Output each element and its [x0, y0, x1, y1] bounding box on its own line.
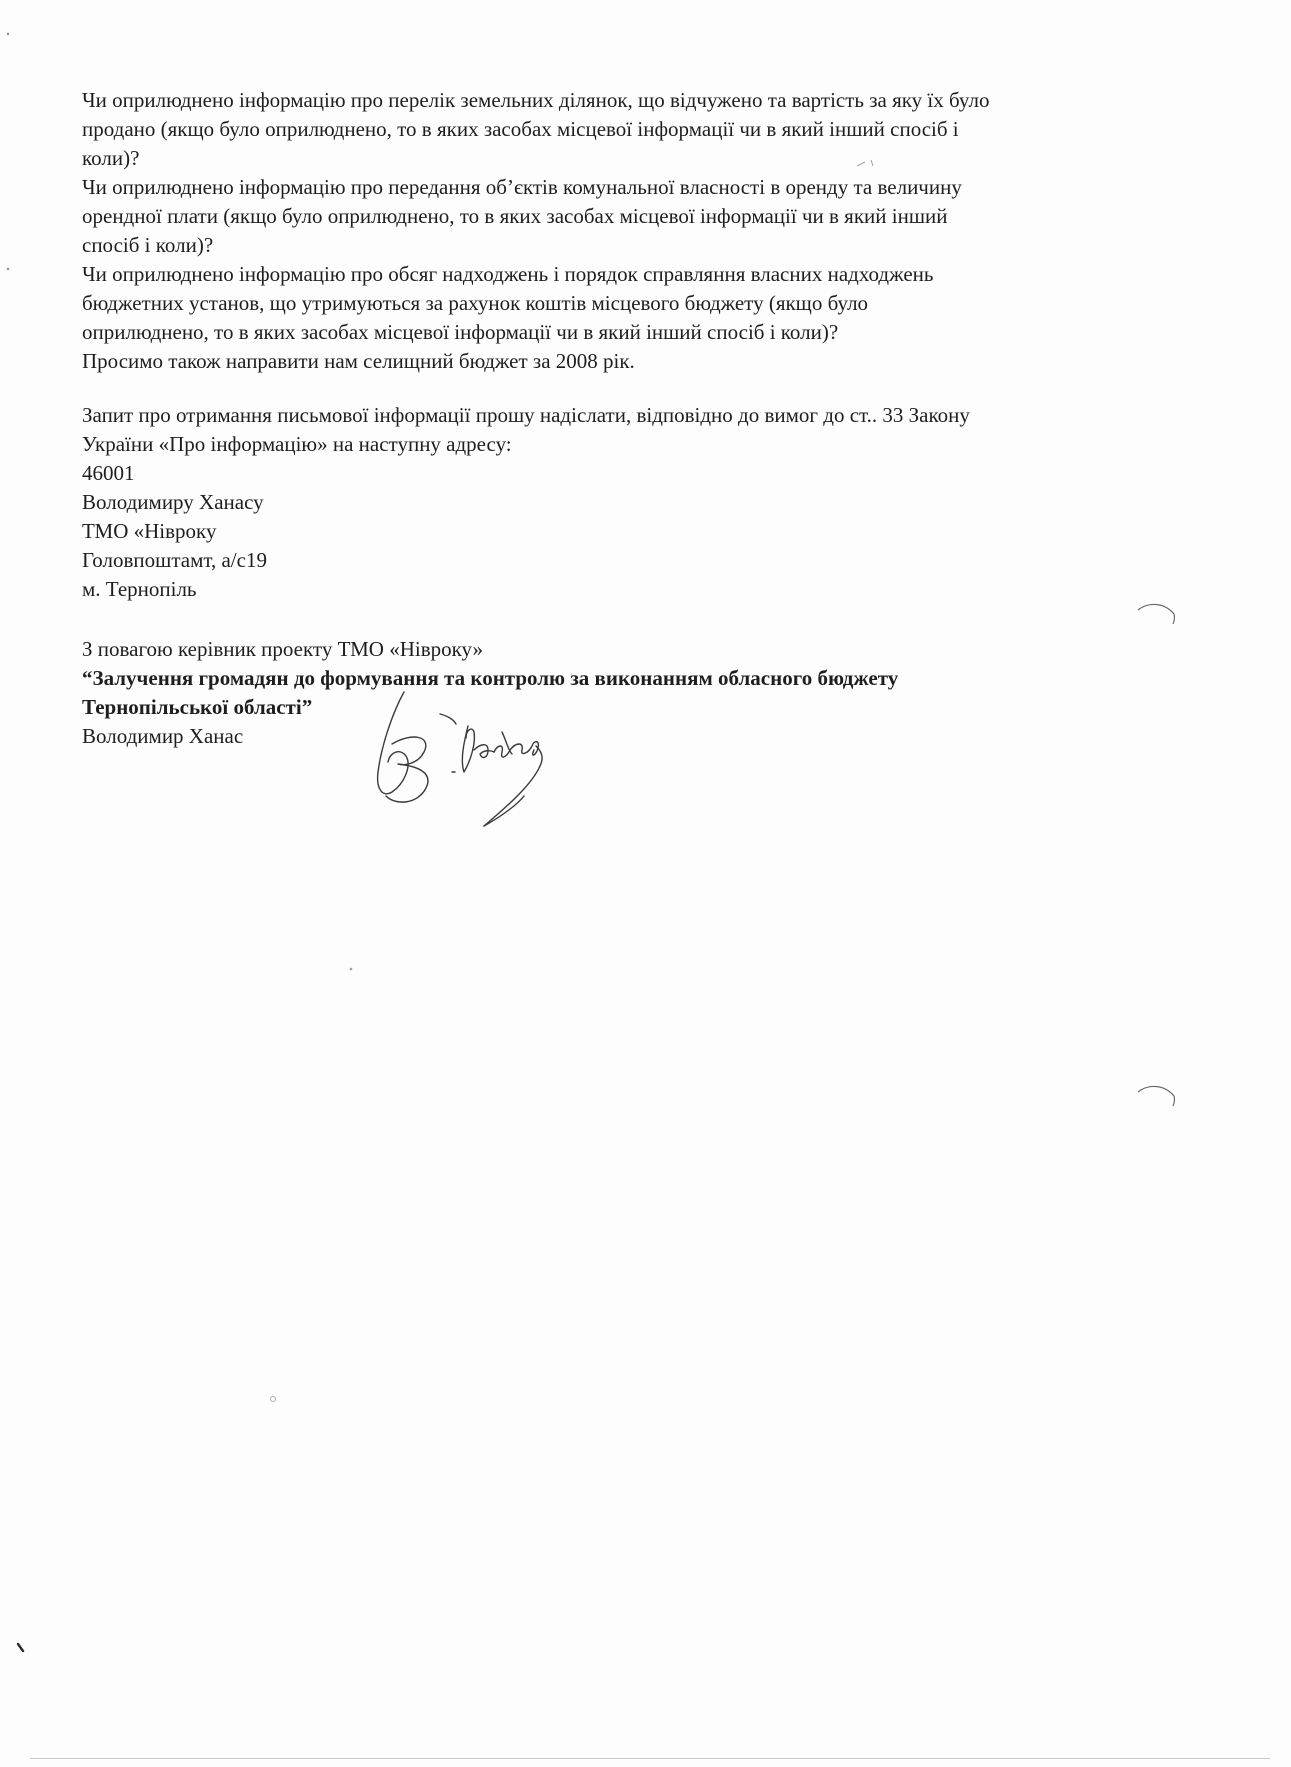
- scan-artifact-dot: [266, 1392, 280, 1406]
- question-communal-property-lease: [82, 173, 1202, 260]
- text-line: Запит про отримання письмової інформації прошу надіслати, відповідно до вимог до ст.. 33 Закону: [82, 403, 970, 427]
- signer-name: Володимир Ханас: [82, 724, 244, 748]
- scan-artifact-dot: [346, 964, 356, 974]
- project-title: “Залучення громадян до формування та контролю за виконанням обласного бюджету: [82, 666, 899, 690]
- address-recipient: Володимиру Ханасу: [82, 490, 264, 514]
- scan-artifact-dot: [4, 265, 12, 273]
- budget-request: Просимо також направити нам селищний бюджет за 2008 рік.: [82, 349, 635, 373]
- address-organization: ТМО «Нівроку: [82, 519, 217, 543]
- text-line: коли)?: [82, 146, 140, 170]
- question-land-plots: [82, 86, 1202, 173]
- closing-section: [82, 635, 1202, 751]
- text-line: бюджетних установ, що утримуються за рахунок коштів місцевого бюджету (якщо було: [82, 291, 869, 315]
- text-line: спосіб і коли)?: [82, 233, 214, 257]
- regards-line: З повагою керівник проекту ТМО «Нівроку»: [82, 637, 484, 661]
- scan-artifact-dot: [16, 1642, 26, 1654]
- address-postcode: 46001: [82, 461, 135, 485]
- text-line: України «Про інформацію» на наступну адресу:: [82, 432, 512, 456]
- text-line: орендної плати (якщо було оприлюднено, то в яких засобах місцевої інформації чи в який інший: [82, 204, 948, 228]
- scan-artifact-dot: [4, 30, 12, 38]
- text-line: Чи оприлюднено інформацію про перелік земельних ділянок, що відчужено та вартість за яку їх було: [82, 88, 990, 112]
- address-po-box: Головпоштамт, а/с19: [82, 548, 267, 572]
- text-line: оприлюднено, то в яких засобах місцевої інформації чи в який інший спосіб і коли)?: [82, 320, 839, 344]
- page-bottom-edge: [30, 1758, 1270, 1759]
- questions-section: [82, 86, 1202, 376]
- request-section: [82, 401, 1202, 604]
- question-budget-institutions-revenue: [82, 260, 1202, 347]
- scan-artifact-mark: [1136, 600, 1178, 628]
- text-line: Чи оприлюднено інформацію про передання об’єктів комунальної власності в оренду та величину: [82, 175, 962, 199]
- text-line: продано (якщо було оприлюднено, то в яких засобах місцевої інформації чи в який інший спосіб і: [82, 117, 959, 141]
- scan-artifact-mark: [855, 156, 885, 170]
- project-title: Тернопільської області”: [82, 695, 313, 719]
- handwritten-signature: [352, 680, 572, 830]
- text-line: Чи оприлюднено інформацію про обсяг надходжень і порядок справляння власних надходжень: [82, 262, 934, 286]
- address-block: [82, 459, 1202, 604]
- scan-artifact-mark: [1136, 1082, 1178, 1110]
- address-city: м. Тернопіль: [82, 577, 197, 601]
